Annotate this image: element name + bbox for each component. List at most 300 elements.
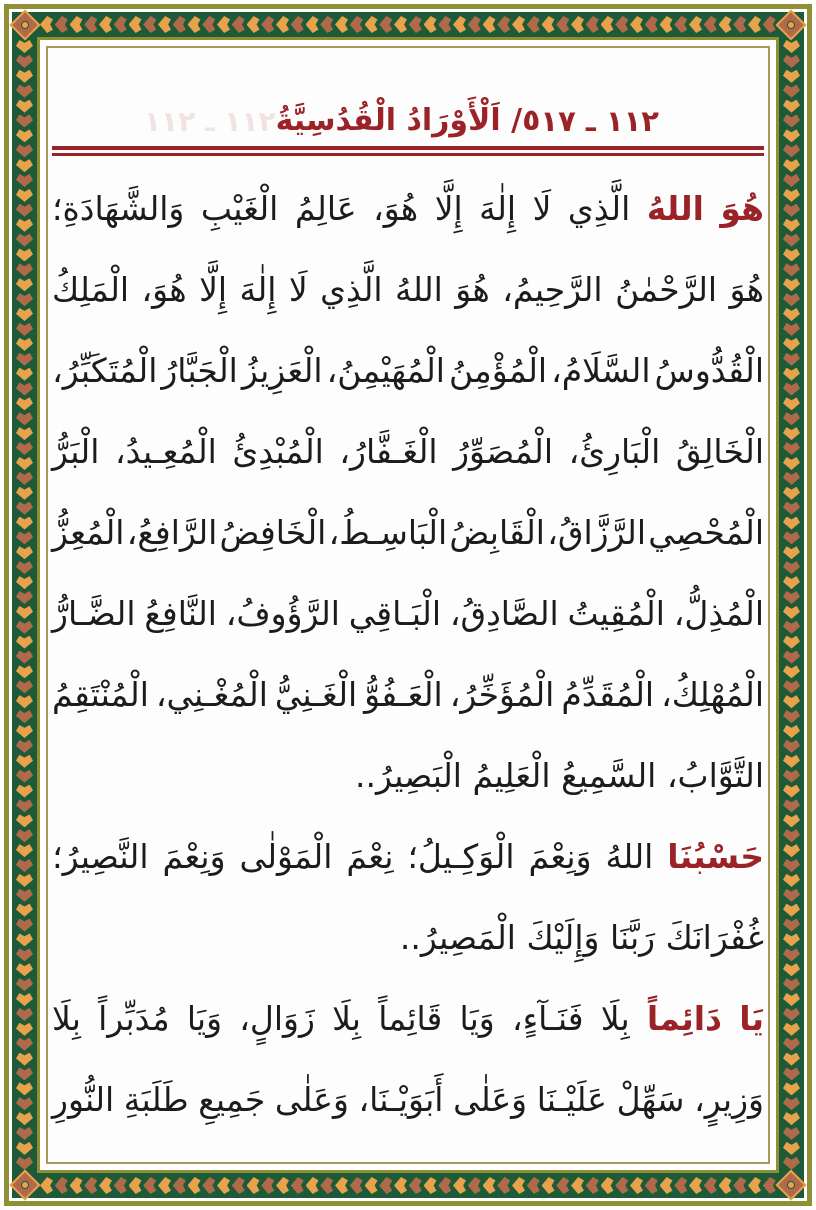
chain-bead-icon [70,16,83,33]
chain-bead-icon [16,829,33,842]
chain-bead-icon [645,16,658,33]
chain-bead-icon [99,16,112,33]
chain-bead-icon [783,1067,800,1080]
chain-bead-icon [453,1177,466,1194]
chain-bead-icon [615,1177,628,1194]
chain-bead-icon [16,1008,33,1021]
chain-bead-icon [586,16,599,33]
chain-bead-icon [704,1177,717,1194]
word: النَّافِعُ [144,594,217,633]
word: الصَّادِقُ، [449,594,559,633]
chain-bead-icon [16,397,33,410]
word: الْمُؤَخِّرُ، [449,675,555,714]
chain-bead-icon [783,308,800,321]
chain-bead-icon [16,591,33,604]
chain-bead-icon [335,16,348,33]
text-line [52,897,764,978]
chain-bead-icon [16,368,33,381]
chain-bead-icon [783,933,800,946]
chain-bead-icon [173,1177,186,1194]
chain-bead-icon [16,159,33,172]
lead-word-red: حَسْبُنَا [667,837,764,876]
chain-bead-icon [16,1097,33,1110]
chain-bead-icon [55,16,68,33]
chain-bead-icon [16,100,33,113]
lead-word-red: هُوَ [720,189,764,228]
chain-bead-icon [783,621,800,634]
word: هُوَ [455,270,490,309]
chain-bead-icon [16,55,33,68]
chain-bead-icon [783,114,800,127]
chain-bead-icon [84,16,97,33]
chain-bead-icon [763,1177,776,1194]
chain-bead-icon [276,16,289,33]
chain-bead-icon [202,1177,215,1194]
chain-bead-icon [527,16,540,33]
chain-bead-icon [16,606,33,619]
chain-bead-icon [783,606,800,619]
chain-bead-icon [40,16,53,33]
chain-bead-icon [783,100,800,113]
text-line [52,1059,764,1140]
chain-bead-icon [660,16,673,33]
chain-bead-icon [719,1177,732,1194]
chain-bead-icon [16,904,33,917]
chain-bead-icon [16,576,33,589]
text-line [52,249,764,330]
text-line [52,573,764,654]
chain-bead-icon [261,1177,274,1194]
chain-bead-icon [689,16,702,33]
word: وَنِعْمَ [528,837,592,876]
chain-bead-icon [783,427,800,440]
chain-bead-icon [783,412,800,425]
chain-bead-icon [674,16,687,33]
chain-bead-icon [483,1177,496,1194]
page-numbers: ١١٢ ـ ١٧ [540,104,660,138]
chain-bead-icon [783,1112,800,1125]
word: الضَّـارُّ [52,594,136,633]
word: الْمُقَدِّمُ [561,675,655,714]
chain-bead-icon [365,16,378,33]
chain-bead-icon [16,338,33,351]
chain-bead-icon [306,1177,319,1194]
chain-bead-icon [16,248,33,261]
chain-bead-icon [16,1142,33,1155]
chain-bead-icon [217,16,230,33]
word: الْمُعِزُّ [52,513,125,552]
chain-bead-icon [16,740,33,753]
chain-bead-icon [16,144,33,157]
chain-bead-icon [783,1127,800,1140]
chain-bead-icon [763,16,776,33]
word: التَّوَّابُ، [666,756,764,795]
border-chain-ornament-bottom [40,1173,776,1198]
chain-bead-icon [571,1177,584,1194]
word: فَنَـآءٍ، [511,999,584,1038]
word: الْغَـفَّارُ، [339,432,438,471]
text-line [52,735,764,816]
chain-bead-icon [468,16,481,33]
body-text [52,168,764,1140]
chain-bead-icon [55,1177,68,1194]
word: وَالشَّهَادَةِ؛ [52,189,185,228]
chain-bead-icon [16,263,33,276]
chain-bead-icon [783,487,800,500]
chain-bead-icon [16,278,33,291]
chain-bead-icon [16,814,33,827]
word: لَا [288,270,308,309]
word: الْمُذِلُّ، [673,594,764,633]
chain-bead-icon [783,70,800,83]
word: الْوَكِـيلُ؛ [407,837,515,876]
chain-bead-icon [247,16,260,33]
chain-bead-icon [129,16,142,33]
text-line [52,816,764,897]
word: غُفْرَانَكَ [665,918,764,957]
chain-bead-icon [16,546,33,559]
chain-bead-icon [704,16,717,33]
chain-bead-icon [16,859,33,872]
chain-bead-icon [783,859,800,872]
chain-bead-icon [16,561,33,574]
word: زَوَالٍ، [239,999,315,1038]
chain-bead-icon [783,665,800,678]
word: بِلَا [52,999,81,1038]
word: الْمُصَوِّرُ [453,432,554,471]
word: الرَّافِعُ، [126,513,218,552]
chain-bead-icon [16,978,33,991]
chain-bead-icon [114,16,127,33]
text-line [52,654,764,735]
word: قَائِماً [378,999,443,1038]
chain-bead-icon [783,561,800,574]
chain-bead-icon [783,517,800,530]
chain-bead-icon [783,263,800,276]
chain-bead-icon [129,1177,142,1194]
chain-bead-icon [748,16,761,33]
chain-bead-icon [783,844,800,857]
chain-bead-icon [16,382,33,395]
word: سَهِّلْ [616,1080,685,1119]
chain-bead-icon [556,16,569,33]
page-content [48,48,768,1162]
word: وَإِلَيْكَ [526,918,600,957]
word: الْغَـنِيُّ [274,675,358,714]
chain-bead-icon [16,621,33,634]
word: وَعَلٰى [274,1080,349,1119]
word: بِلَا [332,999,361,1038]
chain-bead-icon [556,1177,569,1194]
chain-bead-icon [424,1177,437,1194]
chain-bead-icon [232,1177,245,1194]
chain-bead-icon [16,1053,33,1066]
chain-bead-icon [783,397,800,410]
chain-bead-icon [306,16,319,33]
chain-bead-icon [783,353,800,366]
chain-bead-icon [783,1157,800,1170]
chain-bead-icon [158,16,171,33]
chain-bead-icon [783,85,800,98]
chain-bead-icon [783,502,800,515]
chain-bead-icon [16,948,33,961]
text-line [52,411,764,492]
chain-bead-icon [217,1177,230,1194]
word: الْعَزِيزُ [241,351,323,390]
chain-bead-icon [16,651,33,664]
chain-bead-icon [660,1177,673,1194]
word: اللهُ [395,270,443,309]
chain-bead-icon [16,412,33,425]
word: السَّلَامُ، [551,351,651,390]
chain-bead-icon [16,457,33,470]
word: الْمُبْدِئُ [232,432,324,471]
word: الرَّحْمٰنُ [615,270,718,309]
chain-bead-icon [783,40,800,53]
word: الرَّحِيمُ، [502,270,603,309]
chain-bead-icon [16,353,33,366]
chain-bead-icon [16,799,33,812]
chain-bead-icon [16,636,33,649]
chain-bead-icon [783,189,800,202]
chain-bead-icon [143,16,156,33]
chain-bead-icon [350,1177,363,1194]
word: الَّذِي [567,189,631,228]
chain-bead-icon [276,1177,289,1194]
chain-bead-icon [16,993,33,1006]
chain-bead-icon [783,1008,800,1021]
chain-bead-icon [291,16,304,33]
chain-bead-icon [783,129,800,142]
chain-bead-icon [586,1177,599,1194]
chain-bead-icon [16,755,33,768]
word: الْمَلِكُ [52,270,130,309]
chain-bead-icon [320,1177,333,1194]
chain-bead-icon [783,680,800,693]
word: الرَّزَّاقُ، [547,513,647,552]
chain-bead-icon [527,1177,540,1194]
word: الْغَيْبِ [200,189,279,228]
chain-bead-icon [232,16,245,33]
word: الْمُتَكَبِّرُ، [52,351,158,390]
chain-bead-icon [733,16,746,33]
chain-bead-icon [335,1177,348,1194]
chain-bead-icon [261,16,274,33]
chain-bead-icon [512,1177,525,1194]
chain-bead-icon [783,546,800,559]
word: الْقَابِضُ [449,513,545,552]
chain-bead-icon [783,144,800,157]
word: أَبَوَيْـنَا، [358,1080,444,1119]
chain-bead-icon [783,904,800,917]
word: الْعَلِيمُ [472,756,551,795]
chain-bead-icon [16,889,33,902]
word: هُوَ، [141,270,187,309]
word: الْخَافِضُ [219,513,327,552]
chain-bead-icon [16,427,33,440]
chain-bead-icon [783,248,800,261]
word: الْبَاسِـطُ، [328,513,448,552]
chain-bead-icon [783,948,800,961]
word: اللهُ [605,837,654,876]
chain-bead-icon [783,591,800,604]
word: الْمُنْتَقِمُ [52,675,149,714]
chain-bead-icon [783,963,800,976]
chain-bead-icon [409,16,422,33]
word: النَّصِيرُ؛ [52,837,149,876]
chain-bead-icon [16,1082,33,1095]
chain-bead-icon [379,16,392,33]
chain-bead-icon [748,1177,761,1194]
word: الْخَالِقُ [675,432,764,471]
chain-bead-icon [783,919,800,932]
chain-bead-icon [453,16,466,33]
chain-bead-icon [16,70,33,83]
chain-bead-icon [783,368,800,381]
chain-bead-icon [84,1177,97,1194]
chain-bead-icon [783,219,800,232]
chain-bead-icon [783,338,800,351]
chain-bead-icon [424,16,437,33]
chain-bead-icon [783,636,800,649]
border-chain-ornament-right [779,40,804,1170]
chain-bead-icon [158,1177,171,1194]
chain-bead-icon [16,219,33,232]
word: النُّورِ [52,1080,115,1119]
chain-bead-icon [783,978,800,991]
chain-bead-icon [16,189,33,202]
word: الْعَـفُوُّ [364,675,443,714]
word: عَلَيْـنَا [536,1080,607,1119]
chain-bead-icon [16,933,33,946]
chain-bead-icon [16,1157,33,1170]
chain-bead-icon [468,1177,481,1194]
chain-bead-icon [783,874,800,887]
word: إِلٰهَ [479,189,517,228]
chain-bead-icon [438,1177,451,1194]
chain-bead-icon [16,531,33,544]
chain-bead-icon [16,919,33,932]
border-chain-ornament-top [40,12,776,37]
lead-word-red: يَا [739,999,764,1038]
word: وَنِعْمَ [162,837,226,876]
chain-bead-icon [733,1177,746,1194]
chain-bead-icon [783,993,800,1006]
word: جَمِيعِ [198,1080,266,1119]
chain-bead-icon [114,1177,127,1194]
chain-bead-icon [291,1177,304,1194]
word: الْجَبَّارُ [161,351,238,390]
chain-bead-icon [783,695,800,708]
chain-bead-icon [99,1177,112,1194]
chain-bead-icon [783,1023,800,1036]
word: وَيَا [186,999,223,1038]
word: الْبَرُّ [52,432,100,471]
text-line [52,168,764,249]
chain-bead-icon [16,1067,33,1080]
chain-bead-icon [783,1097,800,1110]
chain-bead-icon [16,472,33,485]
chain-bead-icon [16,680,33,693]
word: إِلَّا [199,270,228,309]
word: الْقُدُّوسُ [654,351,764,390]
lead-word-red: اللهُ [646,189,704,228]
word: إِلَّا [434,189,463,228]
chain-bead-icon [542,1177,555,1194]
border-chain-ornament-left [12,40,37,1170]
chain-bead-icon [350,16,363,33]
chain-bead-icon [497,16,510,33]
chain-bead-icon [783,710,800,723]
chain-bead-icon [16,204,33,217]
chain-bead-icon [615,16,628,33]
chain-bead-icon [173,16,186,33]
chain-bead-icon [630,1177,643,1194]
chain-bead-icon [783,755,800,768]
chain-bead-icon [783,770,800,783]
chain-bead-icon [783,531,800,544]
word: الَّذِي [320,270,383,309]
chain-bead-icon [783,651,800,664]
chain-bead-icon [16,517,33,530]
chain-bead-icon [16,442,33,455]
chain-bead-icon [16,1127,33,1140]
text-line [52,330,764,411]
chain-bead-icon [16,85,33,98]
word: مُدَبِّراً [98,999,170,1038]
chain-bead-icon [16,710,33,723]
chain-bead-icon [783,55,800,68]
chain-bead-icon [719,16,732,33]
chain-bead-icon [188,16,201,33]
chain-bead-icon [16,234,33,247]
chain-bead-icon [16,785,33,798]
chain-bead-icon [247,1177,260,1194]
word: وَيَا [459,999,495,1038]
word: وَعَلٰى [453,1080,528,1119]
chain-bead-icon [16,40,33,53]
chain-bead-icon [16,1023,33,1036]
page-header [52,48,764,138]
chain-bead-icon [365,1177,378,1194]
chain-bead-icon [783,1038,800,1051]
word: هُوَ [729,270,764,309]
chain-bead-icon [394,16,407,33]
chain-bead-icon [438,16,451,33]
chain-bead-icon [497,1177,510,1194]
word: الرَّؤُوفُ، [225,594,340,633]
chain-bead-icon [16,323,33,336]
chain-bead-icon [674,1177,687,1194]
chain-bead-icon [783,159,800,172]
word: الْمُحْصِي [648,513,764,552]
chain-bead-icon [783,234,800,247]
chain-bead-icon [16,770,33,783]
page-title: ٥/ اَلْأَوْرَادُ الْقُدُسِيَّةُ [275,103,541,138]
word: الْمَصِيرُ.. [399,918,516,957]
chain-bead-icon [542,16,555,33]
chain-bead-icon [320,16,333,33]
chain-bead-icon [16,487,33,500]
header-divider-rule [52,146,764,156]
chain-bead-icon [783,740,800,753]
chain-bead-icon [783,889,800,902]
chain-bead-icon [16,174,33,187]
word: إِلٰهَ [239,270,277,309]
chain-bead-icon [783,725,800,738]
chain-bead-icon [783,1053,800,1066]
word: الْمَوْلٰى [239,837,333,876]
